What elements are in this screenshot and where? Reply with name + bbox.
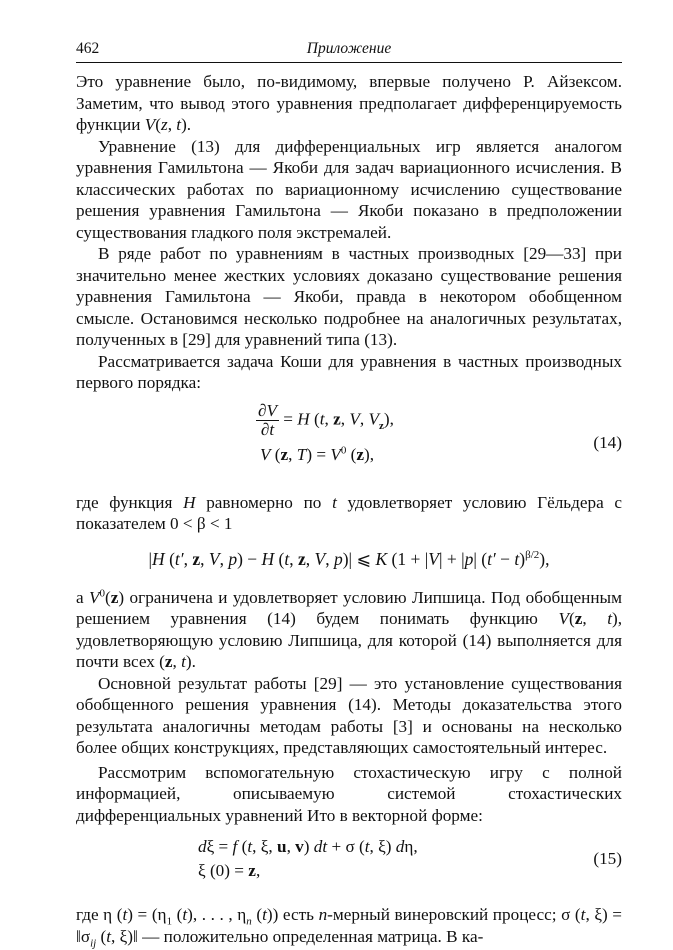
equation-15-line-1: dξ = f (t, ξ, u, v) dt + σ (t, ξ) dη, <box>198 837 418 856</box>
paragraph-9: где η $(t) = (\eta_1$ (t), . . . , $\eta_n$ (t)) есть n-мерный винеровский процесс; σ (t, $\xi) = ‖\sigma_{ij}$ (t, ξ)‖ — положительно определенная матрица. В ка- <box>76 905 622 949</box>
equation-14 <box>76 402 622 462</box>
equation-14-line-2: V (z, $T) = V^0$ (z), <box>260 443 375 464</box>
equation-15-number: (15) <box>593 849 622 868</box>
formula-v-z-t: V <box>144 115 156 134</box>
paragraph-3: В ряде работ по уравнениям в частных производных [29—33] при значительно менее жестких условиях доказано существование решения уравнения Гамильтона — Якоби, правда в некотором обобщенном смысле. Остановимся несколько подробнее на аналогичных результатах, полученных в [29] для уравнений типа (13). <box>76 244 622 349</box>
fraction-dv-dt: $\frac{\partial V}{\partial t}$ <box>258 400 277 439</box>
header-rule <box>76 62 622 63</box>
paragraph-1: Это уравнение было, по-видимому, впервые получено Р. Айзексом. Заметим, что вывод этого уравнения предполагает дифференцируемость функции V(z, t). <box>76 72 622 134</box>
paragraph-6: а $V^0(z)$ ограничена и удовлетворяет условию Липшица. Под обобщенным решением уравнения (14) будем понимать функцию V(z, t), удовлетворяющую условию Липшица, для которой (14) выполняется для почти всех (z, t). <box>76 586 622 671</box>
equation-14-number: (14) <box>593 432 622 452</box>
equation-14-line-1: $\frac{\partial V}{\partial t}$ = H (t, z, V, $V_z$), <box>258 400 394 439</box>
equation-15-line-2: ξ (0) = z, <box>198 861 261 880</box>
paragraph-4: Рассматривается задача Коши для уравнения в частных производных первого порядка: <box>76 351 622 392</box>
page-header <box>76 40 622 62</box>
equation-15 <box>76 830 622 886</box>
page-body <box>76 71 622 947</box>
paragraph-5: где функция H равномерно по t удовлетворяет условию Гёльдера с показателем 0 < β < 1 <box>76 492 623 533</box>
running-title: Приложение <box>306 40 392 57</box>
paragraph-8: Рассмотрим вспомогательную стохастическую игру с полной информацией, описываемую системой стохастических дифференциальных уравнений Ито в векторной форме: <box>76 762 622 825</box>
paragraph-2: Уравнение (13) для дифференциальных игр является аналогом уравнения Гамильтона — Якоби для задач вариационного исчисления. В классических работах по вариационному исчислению существование решения уравнения Гамильтона — Якоби показано в предположении существования гладкого поля экстремалей. <box>76 136 622 242</box>
paragraph-7: Основной результат работы [29] — это установление существования обобщенного решения уравнения (14). Методы доказательства этого результата аналогичны методам работы [3] и основаны на несколько более общих конструкциях, представляющих самостоятельный интерес. <box>76 673 622 757</box>
page-number: 462 <box>76 40 100 57</box>
holder-inequality: |H (t′, z, V, p) − H (t, z, V, p)| ⩽ K (1 + |V| + |p| $(t' - t)^{\beta/2}$), <box>148 548 550 569</box>
